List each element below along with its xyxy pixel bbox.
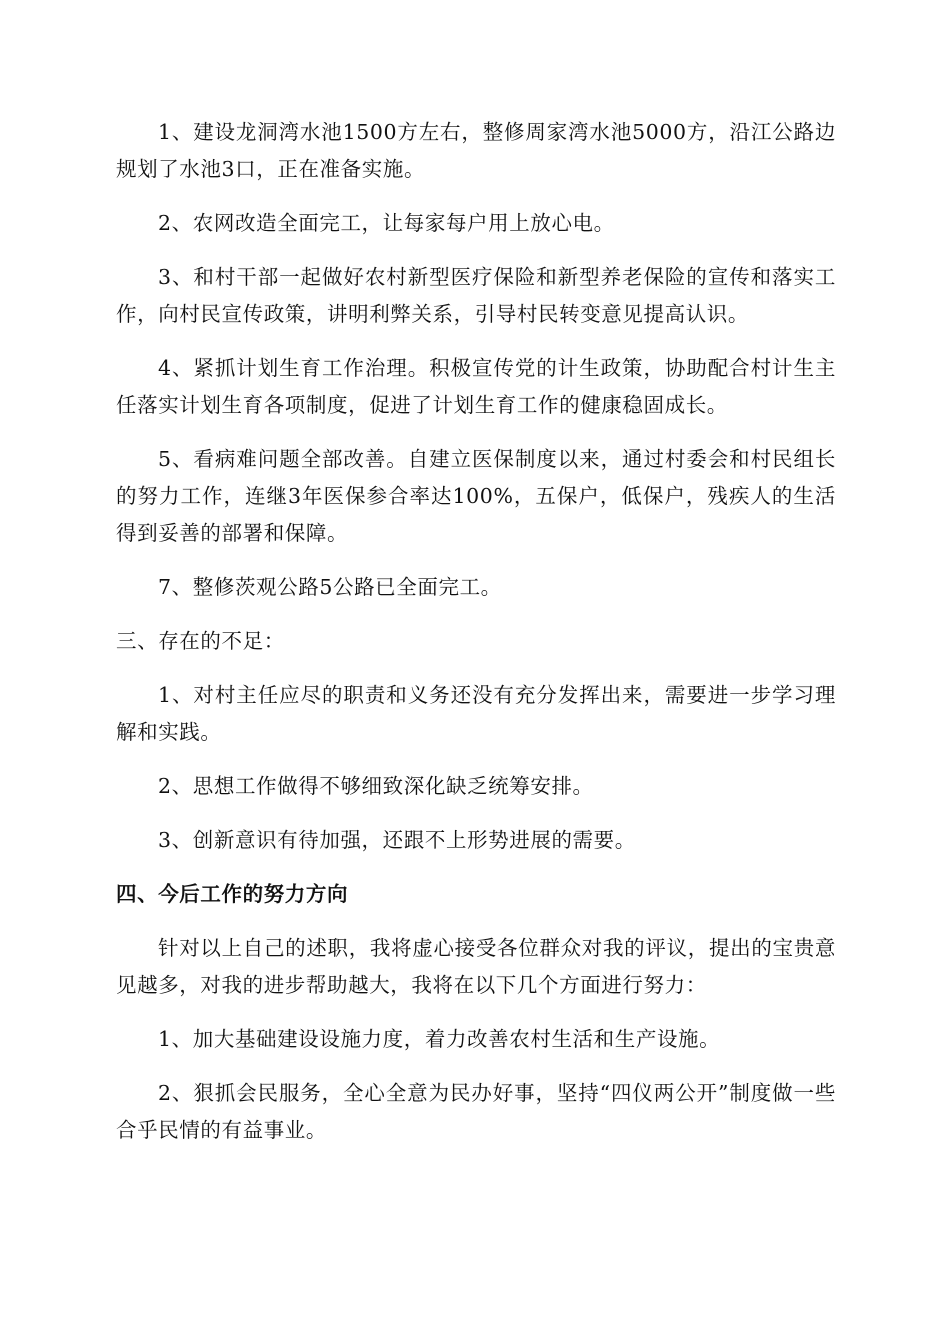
paragraph-3: 3、和村干部一起做好农村新型医疗保险和新型养老保险的宣传和落实工作，向村民宣传政策，讲明利弊关系，引导村民转变意见提高认识。: [116, 265, 836, 326]
shortfall-1: 1、对村主任应尽的职责和义务还没有充分发挥出来，需要进一步学习理解和实践。: [116, 683, 836, 744]
paragraph-7: 7、整修茨观公路5公路已全面完工。: [158, 575, 502, 599]
shortfall-3: 3、创新意识有待加强，还跟不上形势进展的需要。: [158, 828, 636, 852]
section-heading-3: 三、存在的不足：: [116, 629, 285, 653]
paragraph-4: 4、紧抓计划生育工作治理。积极宣传党的计生政策，协助配合村计生主任落实计划生育各项制度，促进了计划生育工作的健康稳固成长。: [116, 356, 836, 417]
paragraph-5: 5、看病难问题全部改善。自建立医保制度以来，通过村委会和村民组长的努力工作，连继3年医保参合率达100%，五保户，低保户，残疾人的生活得到妥善的部署和保障。: [116, 447, 836, 545]
paragraph-1: 1、建设龙洞湾水池1500方左右，整修周家湾水池5000方，沿江公路边规划了水池3口，正在准备实施。: [116, 120, 836, 181]
paragraph-2: 2、农网改造全面完工，让每家每户用上放心电。: [158, 211, 615, 235]
shortfall-2: 2、思想工作做得不够细致深化缺乏统筹安排。: [158, 774, 594, 798]
plan-2: 2、狠抓会民服务，全心全意为民办好事，坚持“四仪两公开”制度做一些合乎民情的有益事业。: [116, 1081, 836, 1142]
section-heading-4: 四、今后工作的努力方向: [116, 882, 349, 906]
plan-1: 1、加大基础建设设施力度，着力改善农村生活和生产设施。: [158, 1027, 721, 1051]
document-body: [116, 114, 836, 1149]
intro-paragraph: 针对以上自己的述职，我将虚心接受各位群众对我的评议，提出的宝贵意见越多，对我的进步帮助越大，我将在以下几个方面进行努力：: [116, 936, 836, 997]
